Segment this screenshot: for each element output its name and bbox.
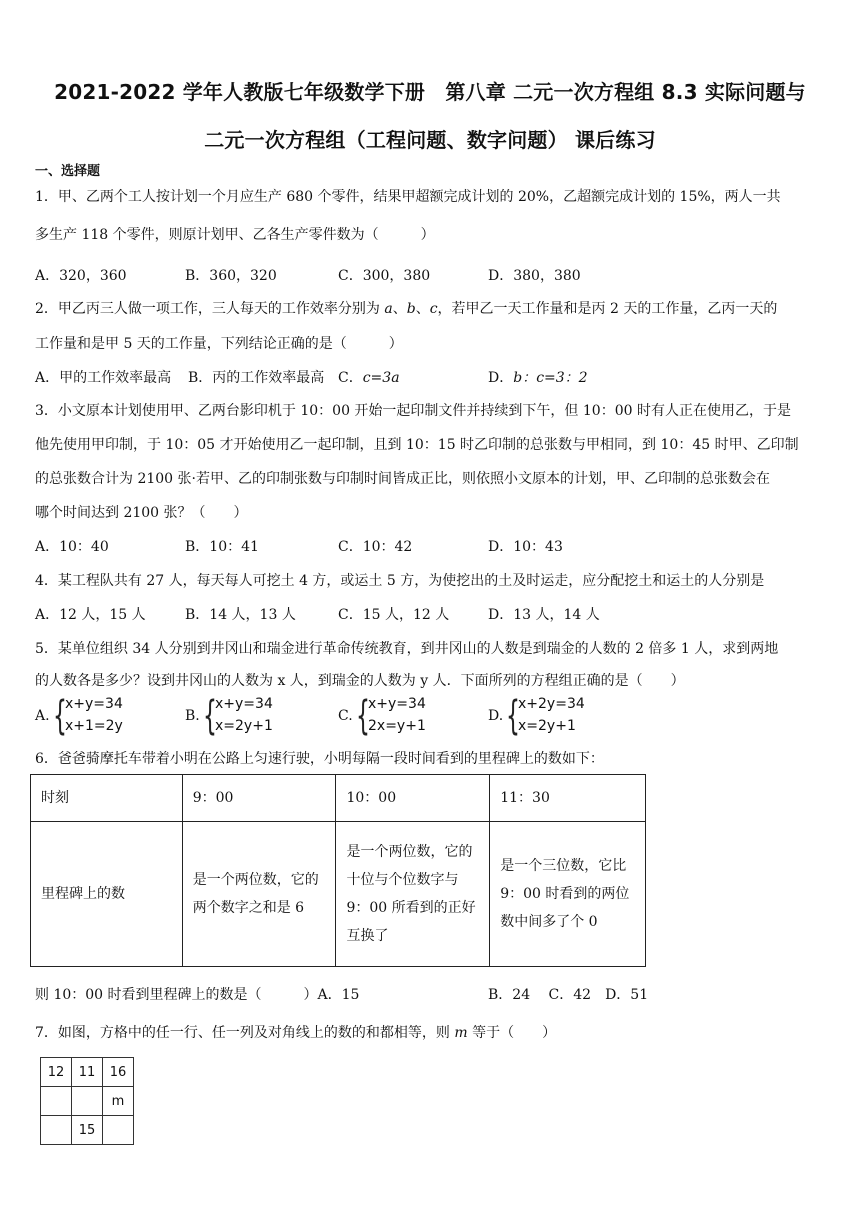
q1-option-c[interactable]: C．300，380 [338,268,431,284]
grid-cell: 15 [72,1116,103,1145]
grid-row [41,1087,134,1116]
table-cell: 是一个两位数，它的两个数字之和是 6 [182,822,336,967]
q6-line1: 6．爸爸骑摩托车带着小明在公路上匀速行驶，小明每隔一段时间看到的里程碑上的数如下： [35,751,604,767]
q4-line1: 4．某工程队共有 27 人，每天每人可挖土 4 方，或运土 5 方，为使挖出的土及时运走，应分配挖土和运土的人分别是 [35,573,765,589]
brace-icon: { [203,693,217,739]
table-header-cell: 时刻 [31,775,183,822]
q2-line2: 工作量和是甲 5 天的工作量，下列结论正确的是（ ） [35,336,403,352]
q5-line2: 的人数各是多少？设到井冈山的人数为 x 人，到瑞金的人数为 y 人．下面所列的方程组正确的是（ ） [35,673,685,689]
milestone-table [30,774,646,967]
brace-icon: { [53,693,67,739]
page-title-line2: 二元一次方程组（工程问题、数字问题） 课后练习 [204,128,656,152]
table-row-label: 里程碑上的数 [31,822,183,967]
brace-icon: { [506,693,520,739]
table-header-cell: 9：00 [182,775,336,822]
q1-line1: 1．甲、乙两个工人按计划一个月应生产 680 个零件，结果甲超额完成计划的 20%，乙超额完成计划的 15%，两人一共 [35,189,781,205]
table-header-cell: 10：00 [336,775,490,822]
grid-cell: 12 [41,1058,72,1087]
q3-option-d[interactable]: D．10：43 [488,539,563,555]
grid-cell [103,1116,134,1145]
q1-option-d[interactable]: D．380，380 [488,268,581,284]
magic-square-grid [40,1057,134,1145]
q5-line1: 5．某单位组织 34 人分别到井冈山和瑞金进行革命传统教育，到井冈山的人数是到瑞金的人数的 2 倍多 1 人，求到两地 [35,641,779,657]
table-cell: 是一个三位数，它比 9：00 时看到的两位数中间多了个 0 [490,822,646,967]
q2-option-d[interactable]: D．b：c=3：2 [488,370,588,386]
page-title-line1: 2021-2022 学年人教版七年级数学下册 第八章 二元一次方程组 8.3 实际问题与 [54,80,806,104]
q6-options-bcd[interactable]: B．24 C．42 D．51 [488,987,649,1003]
q6-answer-line [35,984,359,1004]
q2-line1: 2．甲乙丙三人做一项工作，三人每天的工作效率分别为 a、b、c，若甲乙一天工作量和是丙 2 天的工作量，乙丙一天的 [35,301,778,317]
brace-icon: { [356,693,370,739]
grid-cell: 16 [103,1058,134,1087]
q3-line4: 哪个时间达到 2100 张？（ ） [35,505,248,521]
q7-line1: 7．如图，方格中的任一行、任一列及对角线上的数的和都相等，则 m 等于（ ） [35,1025,557,1041]
grid-cell [41,1087,72,1116]
grid-row [41,1058,134,1087]
q2-option-a[interactable]: A．甲的工作效率最高 [35,370,172,386]
q4-option-b[interactable]: B．14 人，13 人 [185,607,296,623]
q4-option-a[interactable]: A．12 人，15 人 [35,607,146,623]
q3-option-b[interactable]: B．10：41 [185,539,259,555]
grid-cell [41,1116,72,1145]
worksheet-page: 2021-2022 学年人教版七年级数学下册 第八章 二元一次方程组 8.3 实际问题与 二元一次方程组（工程问题、数字问题） 课后练习 一、选择题 1．甲、乙两个工人按计划一个月应生产 680 个零件，结果甲超额完成计划的 20%，乙超额完成计划的 15%，两人一共 多生产 118 个零件，则原计划甲、乙各生产零件数为（ ） A．320，360 B．360，320 C．300，380 D．380，380 2．甲乙丙三人做一项工作，三人每天的工作效率分别为 a、b、c，若甲乙一天工作量和是丙 2 天的工作量，乙丙一天的 工作量和是甲 5 天的工作量，下列结论正确的是（ ） A．甲的工作效率最高 B．丙的工作效率最高 C．c=3a D．b：c=3：2 3．小文原本计划使用甲、乙两台影印机于 10：00 开始一起印制文件并持续到下午，但 10：00 时有人正在使用乙，于是 他先使用甲印制，于 10：05 才开始使用乙一起印制，且到 10：15 时乙印制的总张数与甲相同，到 10：45 时甲、乙印制 的总张数合计为 2100 张·若甲、乙的印制张数与印制时间皆成正比，则依照小文原本的计划，甲、乙印制的总张数会在 哪个时间达到 2100 张？（ ） A．10：40 B．10：41 C．10：42 D．10：43 4．某工程队共有 27 人，每天每人可挖土 4 方，或运土 5 方，为使挖出的土及时运走，应分配挖土和运土的人分别是 A．12 人，15 人 B．14 人，13 人 C．15 人，12 人 D．13 人，14 人 5．某单位组织 34 人分别到井冈山和瑞金进行革命传统教育，到井冈山的人数是到瑞金的人数的 2 倍多 1 人，求到两地 的人数各是多少？设到井冈山的人数为 x 人，到瑞金的人数为 y 人．下面所列的方程组正确的是（ ） A. { x+y=34 x+1=2y B. { x+y=34 x=2y+1 C. { x+y=34 2x=y+1 D. { x+2y=34 x=2y+1 6．爸爸骑摩托车带着小明在公路上匀速行驶，小明每隔一段时间看到的里程碑上的数如下： 时刻 9：00 10：00 11：30 里程碑上的数 是一个两位数，它的两个数字之和是 6 是一个两位数，它的十位与个位数字与 9：00 所看到的正好互换了 是一个三位数，它比 9：00 时看到的两位数中间多了个 0 则 10：00 时看到里程碑上的数是（ ）A．15 B．24 C．42 D．51 7．如图，方格中的任一行、任一列及对角线上的数的和都相等，则 m 等于（ ） 12 11 16 m 15 [0,0,860,1216]
table-row [31,822,646,967]
q1-line2: 多生产 118 个零件，则原计划甲、乙各生产零件数为（ ） [35,227,435,243]
q3-option-c[interactable]: C．10：42 [338,539,413,555]
q3-line1: 3．小文原本计划使用甲、乙两台影印机于 10：00 开始一起印制文件并持续到下午，但 10：00 时有人正在使用乙，于是 [35,403,791,419]
q1-option-a[interactable]: A．320，360 [35,268,127,284]
q3-line3: 的总张数合计为 2100 张·若甲、乙的印制张数与印制时间皆成正比，则依照小文原本的计划，甲、乙印制的总张数会在 [35,471,770,487]
table-header-cell: 11：30 [490,775,646,822]
q3-line2: 他先使用甲印制，于 10：05 才开始使用乙一起印制，且到 10：15 时乙印制的总张数与甲相同，到 10：45 时甲、乙印制 [35,437,799,453]
grid-cell: 11 [72,1058,103,1087]
table-cell: 是一个两位数，它的十位与个位数字与 9：00 所看到的正好互换了 [336,822,490,967]
section-heading-choice: 一、选择题 [35,164,101,179]
q4-option-d[interactable]: D．13 人，14 人 [488,607,600,623]
grid-row [41,1116,134,1145]
q6-prompt-and-option-a[interactable]: 则 10：00 时看到里程碑上的数是（ ）A．15 [35,987,360,1003]
grid-cell: m [103,1087,134,1116]
q4-option-c[interactable]: C．15 人，12 人 [338,607,450,623]
q2-option-b[interactable]: B．丙的工作效率最高 [188,370,325,386]
table-header-row [31,775,646,822]
q1-option-b[interactable]: B．360，320 [185,268,277,284]
grid-cell [72,1087,103,1116]
q2-option-c[interactable]: C．c=3a [338,370,400,386]
q3-option-a[interactable]: A．10：40 [35,539,109,555]
